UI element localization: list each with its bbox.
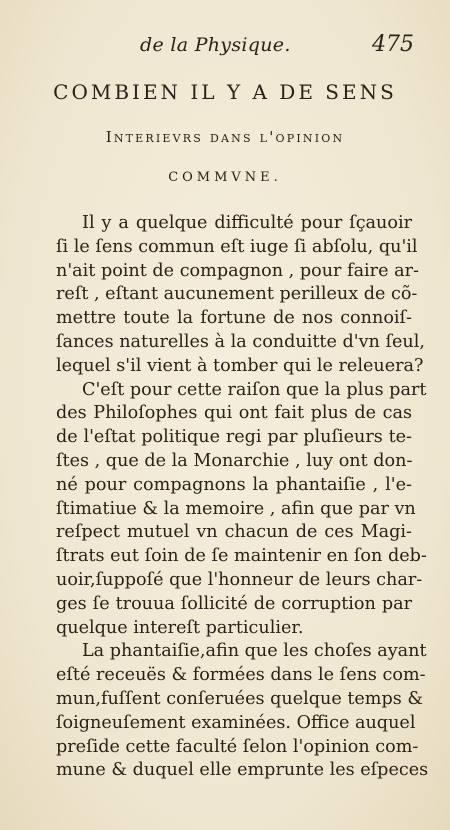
chapter-title-line-1: COMBIEN IL Y A DE SENS	[53, 80, 397, 104]
text-line: mettre toute la fortune de nos connoiſ-	[56, 308, 412, 329]
text-line: ges ſe trouua ſollicité de corruption par	[56, 593, 412, 614]
text-line: Il y a quelque difficulté pour ſçauoir	[82, 213, 412, 233]
chapter-title-line-3: COMMVNE.	[168, 170, 282, 185]
text-line: de l'eſtat politique regi par pluſieurs te-	[56, 427, 412, 448]
text-line: La phantaiſie,afin que les choſes ayant	[82, 641, 427, 662]
page-number: 475	[372, 32, 414, 57]
page-header	[0, 32, 450, 62]
text-line: uoir,ſuppoſé que l'honneur de leurs char-	[56, 569, 423, 590]
text-line: né pour compagnons la phantaiſie , l'e-	[56, 474, 412, 495]
running-title: de la Physique.	[140, 34, 291, 56]
text-line: n'ait point de compagnon , pour faire ar-	[56, 260, 419, 281]
chapter-title-line-2: Interievrs dans l'opinion	[105, 128, 345, 146]
text-line: ſtrats eut ſoin de ſe maintenir en ſon deb-	[56, 546, 427, 567]
chapter-heading	[0, 80, 450, 185]
text-line: ſtes , que de la Monarchie , luy ont don-	[56, 450, 413, 471]
text-line: mune & duquel elle emprunte les eſpeces	[56, 760, 429, 781]
text-line: ſoigneuſement examinées. Office auquel	[56, 712, 416, 733]
text-line: preſide cette faculté ſelon l'opinion com-	[56, 736, 419, 757]
body-text	[56, 212, 429, 783]
text-line: eſté receuës & formées dans le ſens com-	[56, 665, 426, 686]
text-line: ſances naturelles à la conduitte d'vn ſeul,	[56, 331, 425, 352]
text-line: quelque intereſt particulier.	[56, 617, 304, 638]
text-line: mun,fuſſent conſeruées quelque temps &	[56, 688, 424, 709]
text-line: reſpect mutuel vn chacun de ces Magi-	[56, 522, 412, 543]
text-line: lequel s'il vient à tomber qui le releuera?	[56, 355, 424, 376]
text-line: des Philoſophes qui ont fait plus de cas	[56, 403, 412, 424]
text-line: C'eſt pour cette raiſon que la plus part	[82, 379, 427, 400]
text-line: ſtimatiue & la memoire , afin que par vn	[56, 498, 416, 519]
text-line: reſt , eſtant aucunement perilleux de cõ-	[56, 284, 418, 305]
text-line: ſi le ſens commun eſt iuge ſi abſolu, qu'il	[56, 236, 418, 257]
